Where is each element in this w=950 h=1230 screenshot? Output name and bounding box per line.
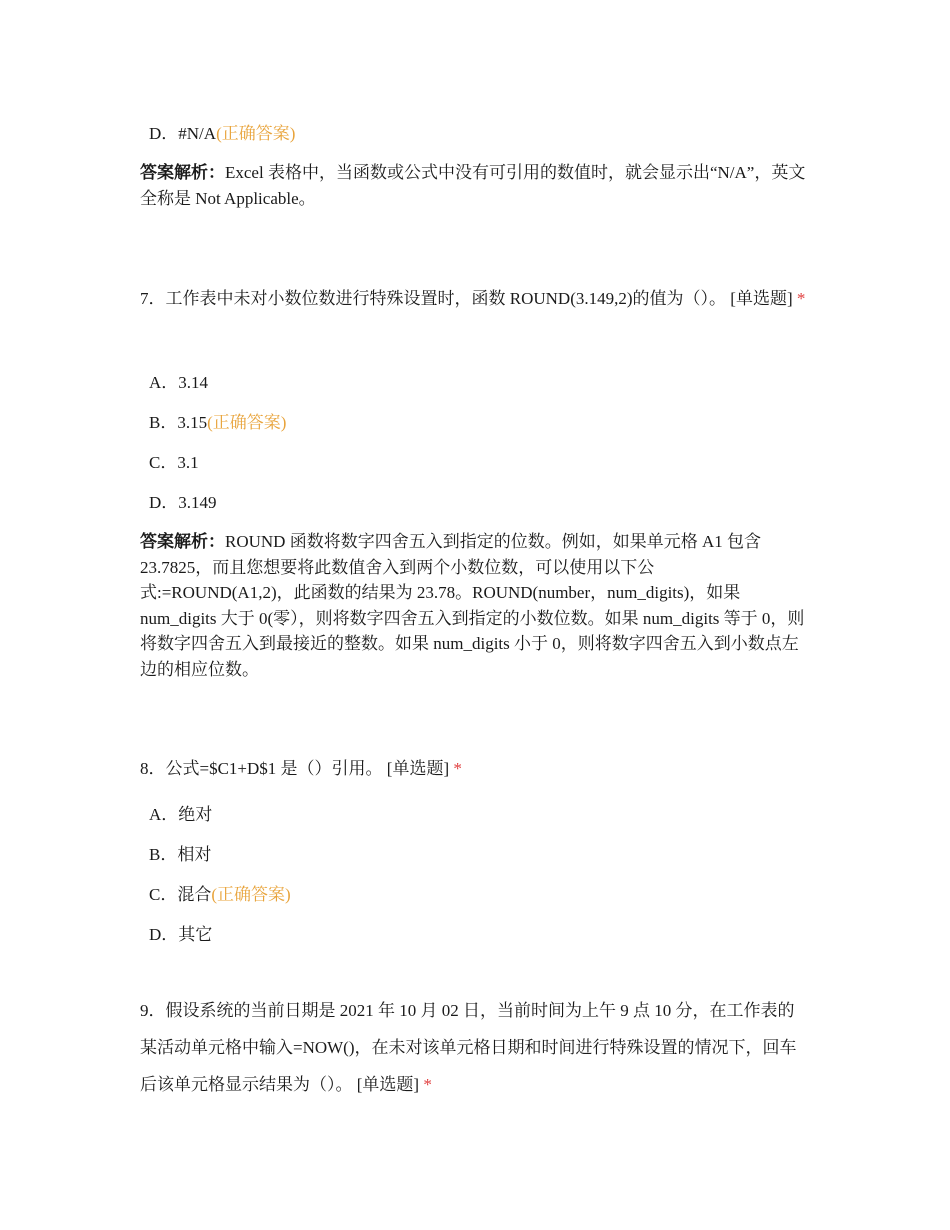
option-text: 绝对 [178, 805, 213, 824]
q8-option-d [149, 924, 212, 946]
correct-answer-mark: (正确答案) [211, 885, 291, 904]
q8-stem [140, 750, 806, 787]
analysis-label: 答案解析： [140, 532, 225, 551]
q8-option-c [149, 884, 291, 906]
q6-option-d [149, 123, 295, 145]
q7-analysis [140, 529, 806, 682]
q6-analysis [140, 160, 806, 211]
option-letter: A． [149, 805, 179, 824]
q7-option-c [149, 452, 199, 474]
q7-option-b [149, 412, 286, 434]
question-text: 8．公式=$C1+D$1 是（）引用。 [140, 759, 383, 778]
required-mark: * [453, 759, 462, 778]
analysis-label: 答案解析： [140, 163, 225, 182]
question-type: [单选题] [386, 759, 450, 778]
q9-stem [140, 992, 806, 1103]
option-letter: C． [149, 453, 178, 472]
question-text: 9．假设系统的当前日期是 2021 年 10 月 02 日，当前时间为上午 9 点 10 分，在工作表的某活动单元格中输入=NOW()，在未对该单元格日期和时间进行特殊设置的情况下，回车后该单元格显示结果为（）。 [140, 1001, 797, 1094]
option-letter: D． [149, 925, 179, 944]
question-text: 7．工作表中未对小数位数进行特殊设置时，函数 ROUND(3.149,2)的值为（）。 [140, 289, 727, 308]
option-text: 3.14 [178, 373, 209, 392]
option-text: 混合 [177, 885, 212, 904]
q8-option-b [149, 844, 211, 866]
option-text: 3.1 [177, 453, 199, 472]
option-text: #N/A [178, 124, 217, 143]
option-letter: A． [149, 373, 179, 392]
q7-option-d [149, 492, 217, 514]
option-text: 3.149 [178, 493, 217, 512]
option-letter: C． [149, 885, 178, 904]
q7-option-a [149, 372, 208, 394]
option-letter: D． [149, 124, 179, 143]
q7-stem [140, 280, 806, 317]
required-mark: * [796, 289, 806, 308]
correct-answer-mark: (正确答案) [207, 413, 287, 432]
required-mark: * [423, 1075, 432, 1094]
question-type: [单选题] [730, 289, 793, 308]
question-type: [单选题] [356, 1075, 420, 1094]
q8-option-a [149, 804, 212, 826]
correct-answer-mark: (正确答案) [216, 124, 296, 143]
option-text: 相对 [177, 845, 212, 864]
option-letter: D． [149, 493, 179, 512]
analysis-text: Excel 表格中，当函数或公式中没有可引用的数值时，就会显示出“N/A”，英文全称是 Not Applicable。 [140, 163, 806, 208]
option-text: 其它 [178, 925, 213, 944]
option-letter: B． [149, 845, 178, 864]
option-letter: B． [149, 413, 178, 432]
analysis-text: ROUND 函数将数字四舍五入到指定的位数。例如，如果单元格 A1 包含 23.7825，而且您想要将此数值舍入到两个小数位数，可以使用以下公式:=ROUND(A1,2)，此函数的结果为 23.78。ROUND(number，num_digits)，如果 num_digits 大于 0(零），则将数字四舍五入到指定的小数位数。如果 num_digits 等于 0，则将数字四舍五入到最接近的整数。如果 num_digits 小于 0，则将数字四舍五入到小数点左边的相应位数。 [140, 532, 805, 679]
option-text: 3.15 [177, 413, 208, 432]
